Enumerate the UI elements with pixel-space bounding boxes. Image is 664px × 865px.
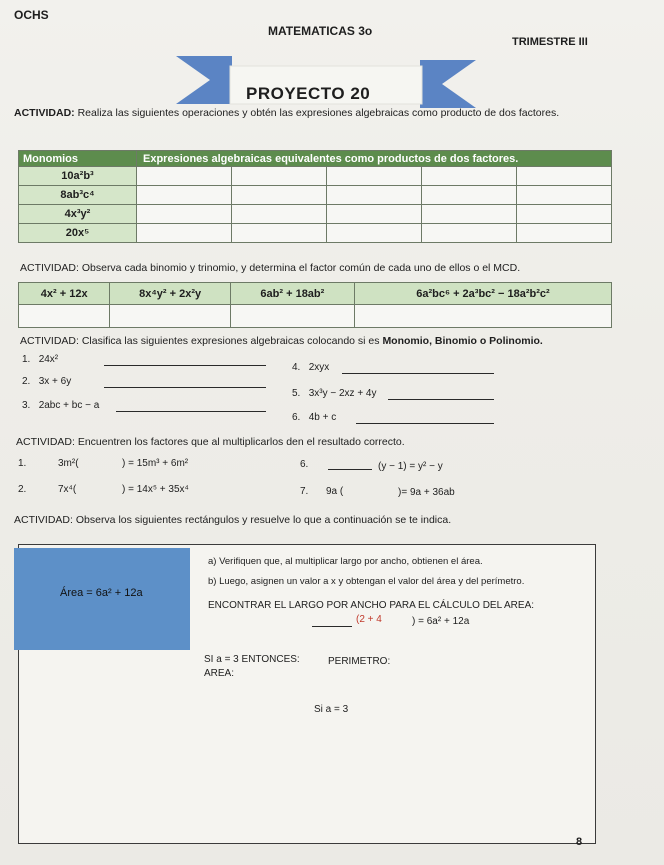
trimester-label: TRIMESTRE III bbox=[512, 36, 588, 48]
classify-item bbox=[292, 412, 336, 423]
classify-item bbox=[292, 362, 329, 373]
answer-line[interactable] bbox=[104, 387, 266, 388]
answer-cell[interactable] bbox=[110, 305, 230, 328]
item-expression: 3x³y − 2xz + 4y bbox=[308, 388, 377, 399]
answer-cell[interactable] bbox=[19, 305, 110, 328]
answer-cell[interactable] bbox=[137, 224, 232, 243]
subject-title: MATEMATICAS 3o bbox=[268, 24, 373, 38]
answer-cell[interactable] bbox=[516, 224, 611, 243]
si-a-value: Si a = 3 bbox=[314, 704, 349, 715]
item-number: 2. bbox=[22, 376, 31, 387]
answer-line[interactable] bbox=[328, 469, 372, 470]
answer-cell[interactable] bbox=[231, 186, 326, 205]
answer-cell[interactable] bbox=[421, 224, 516, 243]
area-result-label: AREA: bbox=[204, 668, 235, 679]
school-name: OCHS bbox=[14, 8, 49, 22]
activity-5-instruction: ACTIVIDAD: Observa los siguientes rectángulos y resuelve lo que a continuación se te indica. bbox=[14, 514, 452, 526]
factor-item-right: )= 9a + 36ab bbox=[398, 487, 455, 498]
answer-cell[interactable] bbox=[137, 186, 232, 205]
factor-item-number: 6. bbox=[300, 459, 309, 470]
area-label: Área = 6a² + 12a bbox=[60, 587, 143, 599]
monomial-cell: 4x³y² bbox=[19, 205, 137, 224]
activity-3-categories: Monomio, Binomio o Polinomio. bbox=[382, 335, 543, 347]
monomial-cell: 10a²b³ bbox=[19, 167, 137, 186]
area-equation: ) = 6a² + 12a bbox=[412, 616, 470, 627]
answer-line[interactable] bbox=[312, 626, 352, 627]
item-number: 4. bbox=[292, 362, 301, 373]
binomial-header: 6ab² + 18ab² bbox=[230, 283, 354, 305]
monomial-cell: 20x⁵ bbox=[19, 224, 137, 243]
answer-line[interactable] bbox=[342, 373, 494, 374]
factor-item-number: 7. bbox=[300, 486, 309, 497]
answer-cell[interactable] bbox=[421, 186, 516, 205]
answer-line[interactable] bbox=[116, 411, 266, 412]
factor-item-left: 9a ( bbox=[326, 486, 344, 497]
factors-header: Expresiones algebraicas equivalentes como productos de dos factores. bbox=[137, 151, 612, 167]
classify-item bbox=[22, 376, 71, 387]
encontrar-heading: ENCONTRAR EL LARGO POR ANCHO PARA EL CÁLCULO DEL AREA: bbox=[208, 600, 535, 611]
item-expression: 3x + 6y bbox=[38, 376, 72, 387]
item-number: 1. bbox=[22, 354, 31, 365]
factor-item-number: 2. bbox=[18, 484, 27, 495]
answer-cell[interactable] bbox=[421, 205, 516, 224]
handwritten-answer: (2 + 4 bbox=[356, 614, 382, 625]
si-a-label: SI a = 3 ENTONCES: bbox=[204, 654, 300, 665]
binomial-header: 8x⁴y² + 2x²y bbox=[110, 283, 230, 305]
monomial-cell: 8ab³c⁴ bbox=[19, 186, 137, 205]
activity-4-instruction: ACTIVIDAD: Encuentren los factores que al multiplicarlos den el resultado correcto. bbox=[16, 436, 405, 448]
classify-item bbox=[22, 354, 58, 365]
answer-cell[interactable] bbox=[516, 167, 611, 186]
item-number: 3. bbox=[22, 400, 31, 411]
classify-item bbox=[22, 400, 99, 411]
answer-line[interactable] bbox=[104, 365, 266, 366]
activity-1-text: Realiza las siguientes operaciones y obtén las expresiones algebraicas como producto de dos factores. bbox=[77, 107, 560, 119]
answer-line[interactable] bbox=[388, 399, 494, 400]
activity-3-instruction bbox=[20, 335, 543, 347]
instruction-a: a) Verifiquen que, al multiplicar largo por ancho, obtienen el área. bbox=[208, 556, 483, 567]
perimeter-label: PERIMETRO: bbox=[328, 656, 391, 667]
answer-cell[interactable] bbox=[230, 305, 354, 328]
common-factor-table bbox=[18, 282, 612, 328]
answer-cell[interactable] bbox=[326, 167, 421, 186]
answer-cell[interactable] bbox=[516, 186, 611, 205]
activity-2-instruction: ACTIVIDAD: Observa cada binomio y trinomio, y determina el factor común de cada uno de ellos o el MCD. bbox=[20, 262, 521, 274]
binomial-header: 4x² + 12x bbox=[19, 283, 110, 305]
factor-item-left: 3m²( bbox=[58, 458, 79, 469]
item-expression: 24x² bbox=[38, 354, 59, 365]
activity-1-label: ACTIVIDAD: bbox=[14, 107, 75, 119]
answer-cell[interactable] bbox=[326, 224, 421, 243]
answer-cell[interactable] bbox=[326, 186, 421, 205]
answer-cell[interactable] bbox=[354, 305, 611, 328]
answer-cell[interactable] bbox=[231, 167, 326, 186]
factor-item-number: 1. bbox=[18, 458, 27, 469]
factor-item-left: 7x⁴( bbox=[58, 484, 77, 495]
page-number: 8 bbox=[576, 836, 583, 848]
item-expression: 2abc + bc − a bbox=[38, 400, 100, 411]
instruction-b: b) Luego, asignen un valor a x y obtengan el valor del área y del perímetro. bbox=[208, 576, 525, 587]
item-number: 6. bbox=[292, 412, 301, 423]
activity-3-text: ACTIVIDAD: Clasifica las siguientes expresiones algebraicas colocando si es bbox=[20, 335, 380, 347]
answer-cell[interactable] bbox=[137, 167, 232, 186]
answer-cell[interactable] bbox=[516, 205, 611, 224]
item-expression: 4b + c bbox=[308, 412, 337, 423]
item-expression: 2xyx bbox=[308, 362, 330, 373]
blue-rectangle bbox=[14, 548, 190, 650]
trinomial-header: 6a²bc⁶ + 2a³bc² − 18a²b²c² bbox=[354, 283, 611, 305]
project-title: PROYECTO 20 bbox=[246, 84, 371, 103]
monomials-table bbox=[18, 150, 612, 243]
monomials-header: Monomios bbox=[19, 151, 137, 167]
answer-cell[interactable] bbox=[326, 205, 421, 224]
activity-1-instruction bbox=[14, 106, 584, 120]
item-number: 5. bbox=[292, 388, 301, 399]
answer-cell[interactable] bbox=[421, 167, 516, 186]
classify-item bbox=[292, 388, 377, 399]
answer-cell[interactable] bbox=[231, 224, 326, 243]
factor-item-right: (y − 1) = y² − y bbox=[378, 461, 443, 472]
answer-line[interactable] bbox=[356, 423, 494, 424]
answer-cell[interactable] bbox=[137, 205, 232, 224]
factor-item-right: ) = 15m³ + 6m² bbox=[122, 458, 189, 469]
answer-cell[interactable] bbox=[231, 205, 326, 224]
factor-item-right: ) = 14x⁵ + 35x⁴ bbox=[122, 484, 189, 495]
